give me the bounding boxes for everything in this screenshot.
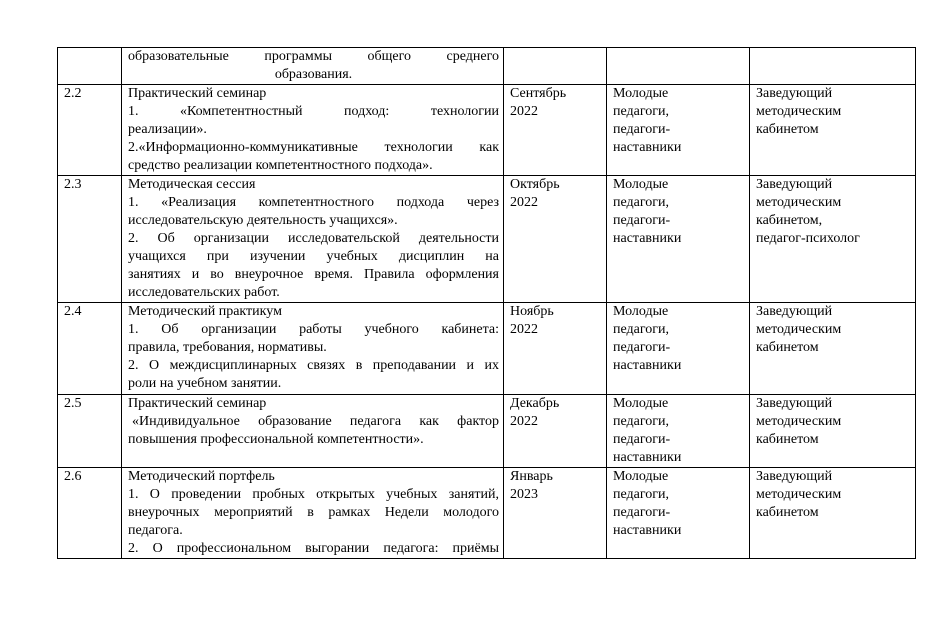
event-description [122, 303, 504, 395]
event-participants [607, 176, 750, 303]
description-line: занятиях и во внеурочное время. Правила оформления [128, 267, 499, 282]
event-responsible [750, 395, 916, 468]
row-number [58, 48, 122, 85]
events-table [57, 47, 916, 559]
description-line: учащихся при изучении учебных дисциплин на [128, 249, 499, 264]
date-year: 2022 [510, 104, 538, 119]
event-description [122, 395, 504, 468]
table-row [58, 303, 916, 395]
participants-line: наставники [613, 450, 682, 465]
participants-line: педагоги, [613, 195, 669, 210]
description-line: 2. Об организации исследовательской деятельности [128, 231, 499, 246]
event-participants [607, 303, 750, 395]
responsible-line: кабинетом, [756, 213, 823, 228]
event-responsible [750, 303, 916, 395]
participants-line: наставники [613, 231, 682, 246]
description-line: исследовательскую деятельность учащихся». [128, 213, 398, 228]
responsible-line: Заведующий [756, 396, 833, 411]
table-row [58, 468, 916, 559]
participants-line: педагоги- [613, 213, 671, 228]
responsible-line: методическим [756, 414, 842, 429]
event-type: Методическая сессия [128, 177, 256, 192]
participants-line: педагоги- [613, 432, 671, 447]
participants-line: Молодые [613, 396, 669, 411]
event-date [504, 48, 607, 85]
row-number: 2.6 [58, 468, 122, 559]
description-line: 1. О проведении пробных открытых учебных занятий, [128, 487, 499, 502]
description-line: 2. О междисциплинарных связях в преподавании и их [128, 358, 499, 373]
event-date [504, 176, 607, 303]
row-number: 2.3 [58, 176, 122, 303]
description-line: педагога. [128, 523, 183, 538]
participants-line: педагоги- [613, 340, 671, 355]
table-row [58, 48, 916, 85]
row-number: 2.2 [58, 85, 122, 176]
description-line: «Индивидуальное образование педагога как фактор [132, 414, 499, 429]
description-line: правила, требования, нормативы. [128, 340, 327, 355]
row-number: 2.5 [58, 395, 122, 468]
description-line: внеурочных мероприятий в рамках Недели молодого [128, 505, 499, 520]
description-line: повышения профессиональной компетентности». [128, 432, 424, 447]
description-line: роли на учебном занятии. [128, 376, 282, 391]
participants-line: Молодые [613, 469, 669, 484]
event-responsible [750, 468, 916, 559]
description-line: образования. [274, 67, 353, 82]
date-month: Октябрь [510, 177, 560, 192]
participants-line: педагоги, [613, 414, 669, 429]
responsible-line: кабинетом [756, 122, 819, 137]
participants-line: наставники [613, 523, 682, 538]
event-date [504, 303, 607, 395]
responsible-line: Заведующий [756, 304, 833, 319]
date-year: 2022 [510, 322, 538, 337]
description-line: 2. О профессиональном выгорании педагога: приёмы [128, 541, 499, 556]
description-line: 1. «Компетентностный подход: технологии [128, 104, 499, 119]
table-row [58, 395, 916, 468]
event-date [504, 85, 607, 176]
participants-line: педагоги, [613, 487, 669, 502]
description-line: образовательные программы общего среднего [128, 49, 499, 64]
table-row [58, 176, 916, 303]
participants-line: педагоги, [613, 104, 669, 119]
responsible-line: методическим [756, 487, 842, 502]
event-participants [607, 85, 750, 176]
responsible-line: Заведующий [756, 86, 833, 101]
participants-line: Молодые [613, 86, 669, 101]
description-line: реализации». [128, 122, 207, 137]
responsible-line: Заведующий [756, 469, 833, 484]
participants-line: педагоги, [613, 322, 669, 337]
description-line: 1. Об организации работы учебного кабинета: [128, 322, 499, 337]
event-responsible [750, 48, 916, 85]
event-participants [607, 395, 750, 468]
event-description [122, 176, 504, 303]
description-line: 2.«Информационно-коммуникативные технологии как [128, 140, 499, 155]
responsible-line: кабинетом [756, 340, 819, 355]
event-type: Методический практикум [128, 304, 282, 319]
responsible-line: методическим [756, 322, 842, 337]
date-year: 2022 [510, 414, 538, 429]
event-description [122, 85, 504, 176]
event-description [122, 48, 504, 85]
date-month: Ноябрь [510, 304, 554, 319]
description-line: 1. «Реализация компетентностного подхода через [128, 195, 499, 210]
description-line: средство реализации компетентностного подхода». [128, 158, 433, 173]
description-line: исследовательских работ. [128, 285, 280, 300]
date-year: 2023 [510, 487, 538, 502]
event-type: Практический семинар [128, 396, 267, 411]
date-year: 2022 [510, 195, 538, 210]
participants-line: педагоги- [613, 122, 671, 137]
event-type: Практический семинар [128, 86, 267, 101]
event-date [504, 468, 607, 559]
event-responsible [750, 176, 916, 303]
event-date [504, 395, 607, 468]
event-participants [607, 468, 750, 559]
row-number: 2.4 [58, 303, 122, 395]
date-month: Декабрь [510, 396, 560, 411]
date-month: Январь [510, 469, 553, 484]
participants-line: наставники [613, 358, 682, 373]
participants-line: педагоги- [613, 505, 671, 520]
responsible-line: Заведующий [756, 177, 833, 192]
participants-line: Молодые [613, 177, 669, 192]
responsible-line: методическим [756, 104, 842, 119]
responsible-line: педагог-психолог [756, 231, 860, 246]
event-responsible [750, 85, 916, 176]
event-description [122, 468, 504, 559]
date-month: Сентябрь [510, 86, 567, 101]
participants-line: наставники [613, 140, 682, 155]
participants-line: Молодые [613, 304, 669, 319]
event-type: Методический портфель [128, 469, 275, 484]
responsible-line: методическим [756, 195, 842, 210]
responsible-line: кабинетом [756, 432, 819, 447]
event-participants [607, 48, 750, 85]
table-row [58, 85, 916, 176]
responsible-line: кабинетом [756, 505, 819, 520]
